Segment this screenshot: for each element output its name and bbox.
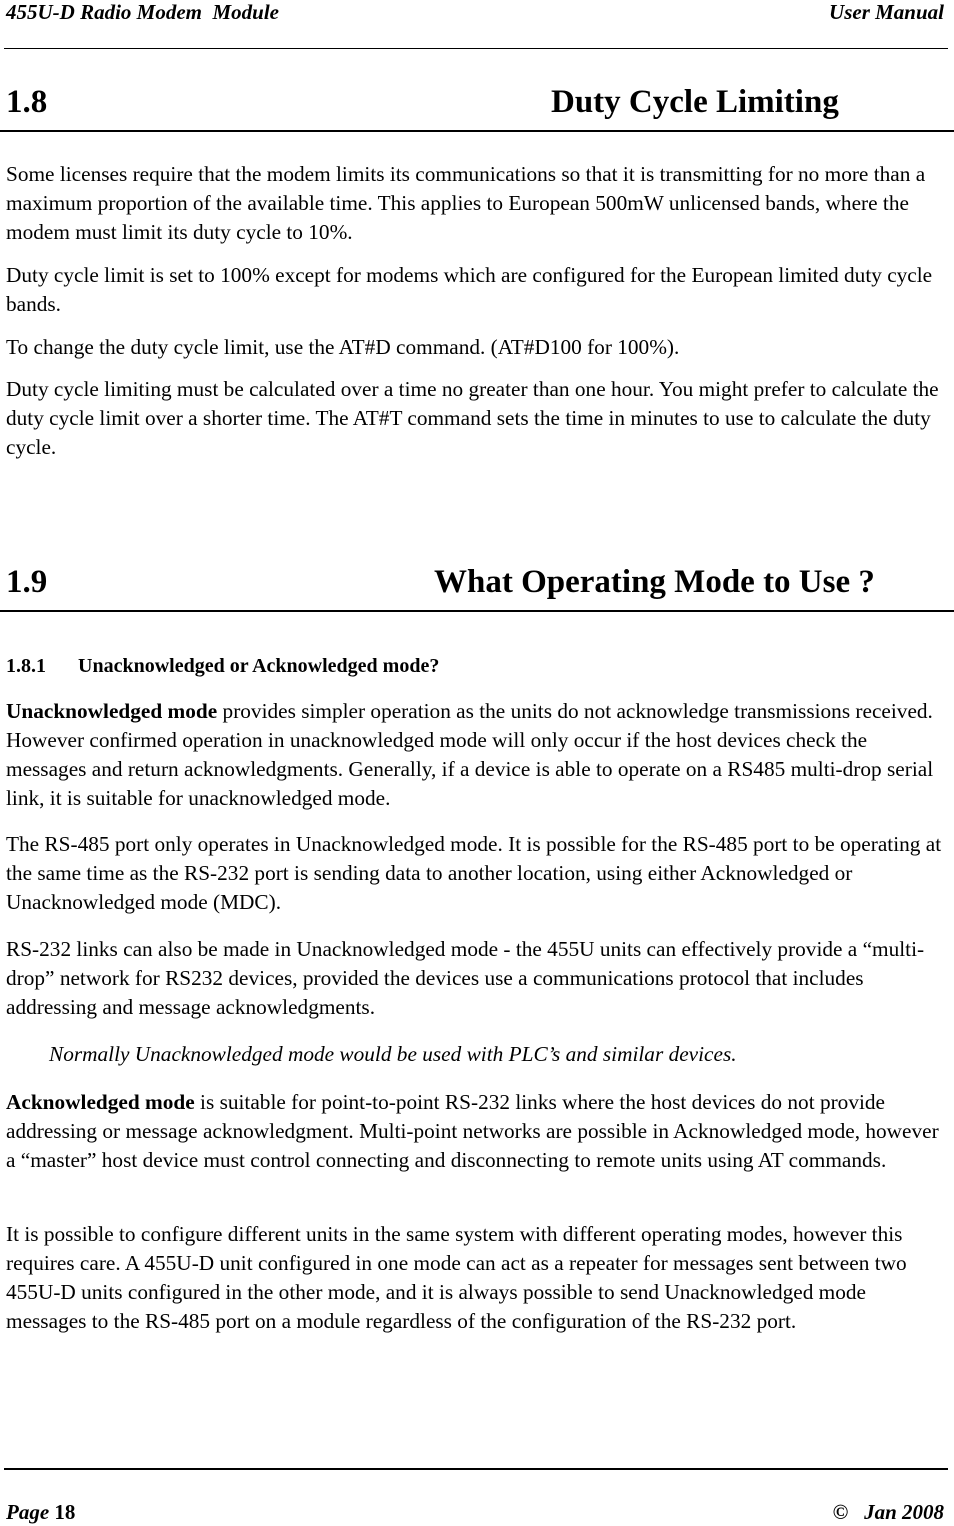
page-number: Page 18 (6, 1500, 76, 1524)
paragraph: It is possible to configure different units in the same system with different operating modes, however this requires care. A 455U-D unit configured in one mode can act as a repeater for messages sent between two 455U-D units configured in the other mode, and it is always possible to send Unacknowledged mode messages to the RS-485 port on a module regardless of the configuration of the RS-232 port. (6, 1222, 907, 1333)
italic-note: Normally Unacknowledged mode would be used with PLC’s and similar devices. (49, 1042, 737, 1066)
footer-copyright: © Jan 2008 (832, 1500, 944, 1524)
footer-rule (4, 1468, 948, 1470)
subsection-title: Unacknowledged or Acknowledged mode? (78, 655, 440, 677)
paragraph: Some licenses require that the modem limits its communications so that it is transmitting for no more than a maximum proportion of the available time. This applies to European 500mW unlicensed bands, where the modem must limit its duty cycle to 10%. (6, 162, 926, 244)
running-header (6, 0, 944, 30)
section-rule (0, 130, 954, 132)
section-rule (0, 610, 954, 612)
paragraph: Acknowledged mode is suitable for point-to-point RS-232 links where the host devices do not provide addressing or message acknowledgment. Multi-point networks are possible in Acknowledged mode, however a “master” host device must control connecting and disconnecting to remote units using AT commands. (6, 1090, 939, 1172)
paragraph: Duty cycle limit is set to 100% except for modems which are configured for the European limited duty cycle bands. (6, 263, 933, 316)
header-manual-label: User Manual (829, 0, 944, 24)
paragraph: To change the duty cycle limit, use the AT#D command. (AT#D100 for 100%). (6, 335, 680, 359)
term-unacknowledged-mode: Unacknowledged mode (6, 699, 218, 723)
section-number: 1.9 (6, 564, 48, 600)
paragraph: Duty cycle limiting must be calculated over a time no greater than one hour. You might prefer to calculate the duty cycle limit over a shorter time. The AT#T command sets the time in minutes to use to calculate the duty cycle. (6, 377, 939, 459)
paragraph: Unacknowledged mode provides simpler operation as the units do not acknowledge transmissions received. However confirmed operation in unacknowledged mode will only occur if the host devices check the messages and return acknowledgments. Generally, if a device is able to operate on a RS485 multi-drop serial link, it is suitable for unacknowledged mode. (6, 699, 934, 810)
section-title: What Operating Mode to Use ? (434, 564, 875, 600)
term-acknowledged-mode: Acknowledged mode (6, 1090, 195, 1114)
paragraph: The RS-485 port only operates in Unacknowledged mode. It is possible for the RS-485 port to be operating at the same time as the RS-232 port is sending data to another location, using either Acknowledged or Unacknowledged mode (MDC). (6, 832, 942, 914)
header-rule (4, 48, 948, 49)
section-number: 1.8 (6, 84, 48, 120)
subsection-heading (6, 655, 439, 678)
subsection-number: 1.8.1 (6, 655, 46, 677)
section-title: Duty Cycle Limiting (551, 84, 839, 120)
header-module-title: 455U-D Radio Modem Module (6, 0, 279, 24)
paragraph: RS-232 links can also be made in Unacknowledged mode - the 455U units can effectively provide a “multi-drop” network for RS232 devices, provided the devices use a communications protocol that includes addressing and message acknowledgments. (6, 937, 925, 1019)
